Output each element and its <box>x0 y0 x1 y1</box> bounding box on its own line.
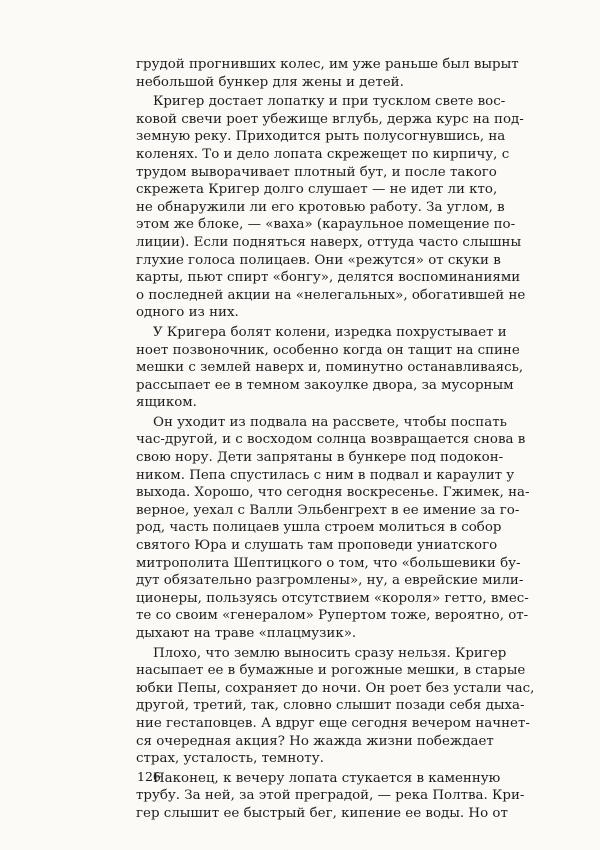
paragraph: Наконец, к вечеру лопата стукается в каменную трубу. За ней, за этой преградой, — река Полтва. Кри- гер слышит ее быстрый бег, кипение ее воды. Но от <box>136 770 525 821</box>
page-number: 126 <box>137 769 161 784</box>
paragraph-continued: грудой прогнивших колес, им уже раньше был вырыт небольшой бункер для жены и детей. <box>136 57 519 90</box>
paragraph: У Кригера болят колени, изредка похрустывает и ноет позвоночник, особенно когда он тащит на спине мешки с землей наверх и, поминутно останавливаясь, рассыпает ее в темном закоулке двора, за мусорным ящиком. <box>136 324 524 411</box>
paragraph: Кригер достает лопатку и при тусклом свете вос- ковой свечи роет убежище вглубь, держа курс на под- земную реку. Приходится рыть полусогнувшись, на коленях. То и дело лопата скрежещет по кирпичу, с трудом выворачивает плотный бут, и после такого скрежета Кригер долго слушает — не идет ли кто, не обнаружили ли его кротовью работу. За углом, в этом же блоке, — «ваха» (караульное помещение по- лиции). Если подняться наверх, оттуда часто слышны глухие голоса полицаев. Они «режутся» от скуки в карты, пьют спирт «бонгу», делятся воспоминаниями о последней акции на «нелегальных», обогатившей не одного из них. <box>136 94 526 321</box>
paragraph: Он уходит из подвала на рассвете, чтобы поспать час-другой, и с восходом солнца возвращается снова в свою нору. Дети запрятаны в бункере под подокон- ником. Пепа спустилась с ним в подвал и караулит у выхода. Хорошо, что сегодня воскресенье. Гжимек, на- верное, уехал с Валли Эльбенгрехт в ее имение за го- род, часть полицаев ушла строем молиться в собор святого Юра и слушать там проповеди униатского митрополита Шептицкого о том, что «большевики бу- дут обязательно разгромлены», ну, а еврейские мили- ционеры, пользуясь отсутствием «короля» гетто, вмес- те со своим «генералом» Рупертом тоже, вероятно, от- дыхают на траве «плацмузик». <box>136 414 530 641</box>
body-text <box>136 56 542 823</box>
paragraph: Плохо, что землю выносить сразу нельзя. Кригер насыпает ее в бумажные и рогожные мешки, в старые юбки Пепы, сохраняет до ночи. Он роет без устали час, другой, третий, так, словно слышит позади себя дыха- ние гестаповцев. А вдруг еще сегодня вечером начнет- ся очередная акция? Но жажда жизни побеждает страх, усталость, темноту. <box>136 645 535 767</box>
